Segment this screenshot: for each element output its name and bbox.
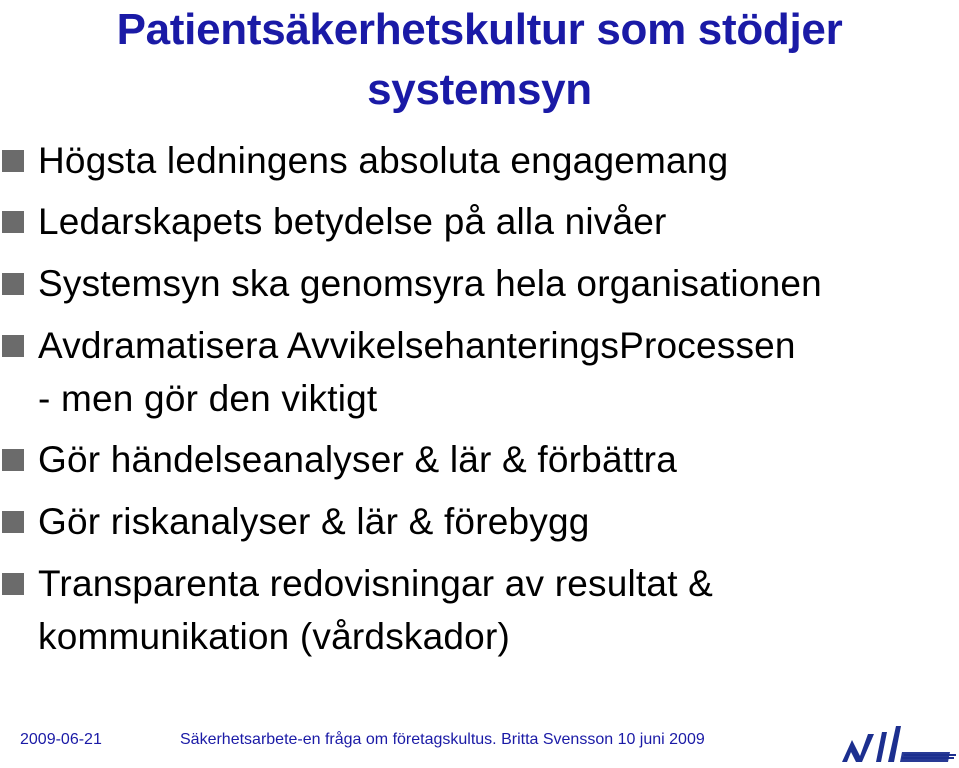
footer-text: Säkerhetsarbete-en fråga om företagskultus. Britta Svensson 10 juni 2009 [180,731,705,748]
square-bullet-icon [2,335,24,357]
bullet-text: Transparenta redovisningar av resultat & [38,563,714,604]
bullet-text-continuation: - men gör den viktigt [38,378,378,419]
bullet-text: Ledarskapets betydelse på alla nivåer [38,201,667,242]
square-bullet-icon [2,449,24,471]
square-bullet-icon [2,211,24,233]
footer-date: 2009-06-21 [20,731,102,748]
square-bullet-icon [2,573,24,595]
bullet-text: Högsta ledningens absoluta engagemang [38,140,729,181]
bullet-text: Systemsyn ska genomsyra hela organisationen [38,263,822,304]
square-bullet-icon [2,511,24,533]
bullet-text: Gör händelseanalyser & lär & förbättra [38,439,677,480]
organization-logo-icon [838,722,956,766]
square-bullet-icon [2,150,24,172]
slide-title-line-1: Patientsäkerhetskultur som stödjer [116,5,843,54]
bullet-text: Avdramatisera AvvikelsehanteringsProcessen [38,325,796,366]
bullet-text-continuation: kommunikation (vårdskador) [38,616,510,657]
square-bullet-icon [2,273,24,295]
bullet-text: Gör riskanalyser & lär & förebygg [38,501,590,542]
slide-title-line-2: systemsyn [367,65,592,114]
